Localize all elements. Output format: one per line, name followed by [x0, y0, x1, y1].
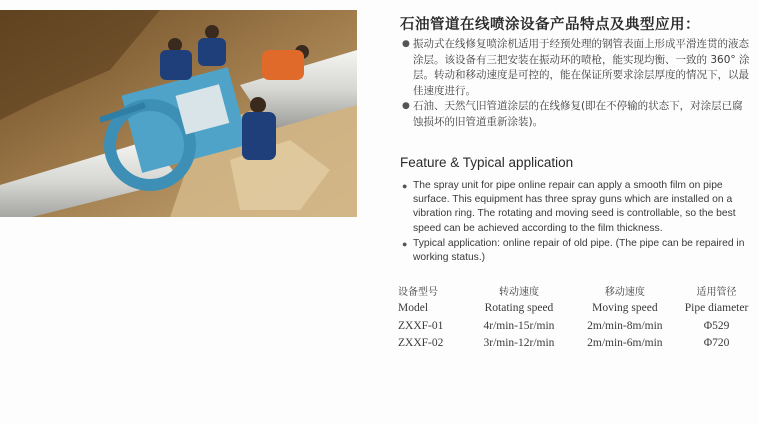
- heading-en: Feature & Typical application: [400, 155, 574, 170]
- header-cell: 适用管径: [696, 287, 737, 299]
- heading-cn: 石油管道在线喷涂设备产品特点及典型应用：: [400, 17, 700, 33]
- table-header-en: [398, 300, 758, 318]
- header-cell: 移动速度: [604, 287, 645, 299]
- list-item-text: The spray unit for pipe online repair can apply a smooth film on pipe surface. This equipment has three spray guns which are installed on a vibration ring. The rotating and moving seed is controllable, so the best speed can be achieved according to the film thickness.: [413, 180, 736, 234]
- header-cell: Pipe diameter: [684, 302, 749, 315]
- header-cell: 转动速度: [498, 287, 539, 299]
- list-item-text: 振动式在线修复喷涂机适用于经预处理的钢管表面上形成平滑连贯的液态涂层。该设备有三把安装在振动环的喷枪，能实现均衡、一致的 360° 涂层。转动和移动速度是可控的，能在保证所要求涂层厚度的情况下，以最佳速度进行。: [413, 38, 750, 97]
- table-cell: 3r/min-12r/min: [483, 337, 555, 350]
- header-cell: 设备型号: [398, 287, 438, 299]
- pipeline-photo: [0, 10, 357, 217]
- list-item: [400, 237, 750, 265]
- table-row: [398, 317, 758, 335]
- bullet-icon: ●: [402, 39, 410, 49]
- header-cell: Rotating speed: [484, 302, 554, 315]
- list-item: [400, 179, 750, 236]
- table-cell: 4r/min-15r/min: [483, 319, 555, 332]
- list-item-text: Typical application: online repair of old pipe. (The pipe can be repaired in working status.): [413, 237, 745, 264]
- table-row: [398, 335, 758, 353]
- table-header-cn: [398, 282, 758, 300]
- list-item-text: 石油、天然气旧管道涂层的在线修复(即在不停输的状态下，对涂层已腐蚀损坏的旧管道重新涂装)。: [413, 100, 743, 128]
- feature-list-cn: [400, 37, 750, 130]
- feature-list-en: [400, 179, 750, 266]
- table-cell: Φ720: [703, 337, 730, 350]
- table-cell: ZXXF-01: [398, 319, 444, 332]
- header-cell: Moving speed: [592, 302, 658, 315]
- table-cell: Φ529: [703, 319, 730, 332]
- spec-table: [398, 282, 758, 352]
- table-cell: 2m/min-6m/min: [587, 337, 663, 350]
- table-cell: ZXXF-02: [398, 337, 444, 350]
- bullet-icon: ●: [402, 238, 408, 249]
- header-cell: Model: [398, 302, 429, 315]
- bullet-icon: ●: [402, 181, 408, 191]
- bullet-icon: ●: [402, 101, 410, 111]
- list-item: [400, 37, 750, 99]
- list-item: [400, 99, 750, 130]
- table-cell: 2m/min-8m/min: [587, 319, 663, 332]
